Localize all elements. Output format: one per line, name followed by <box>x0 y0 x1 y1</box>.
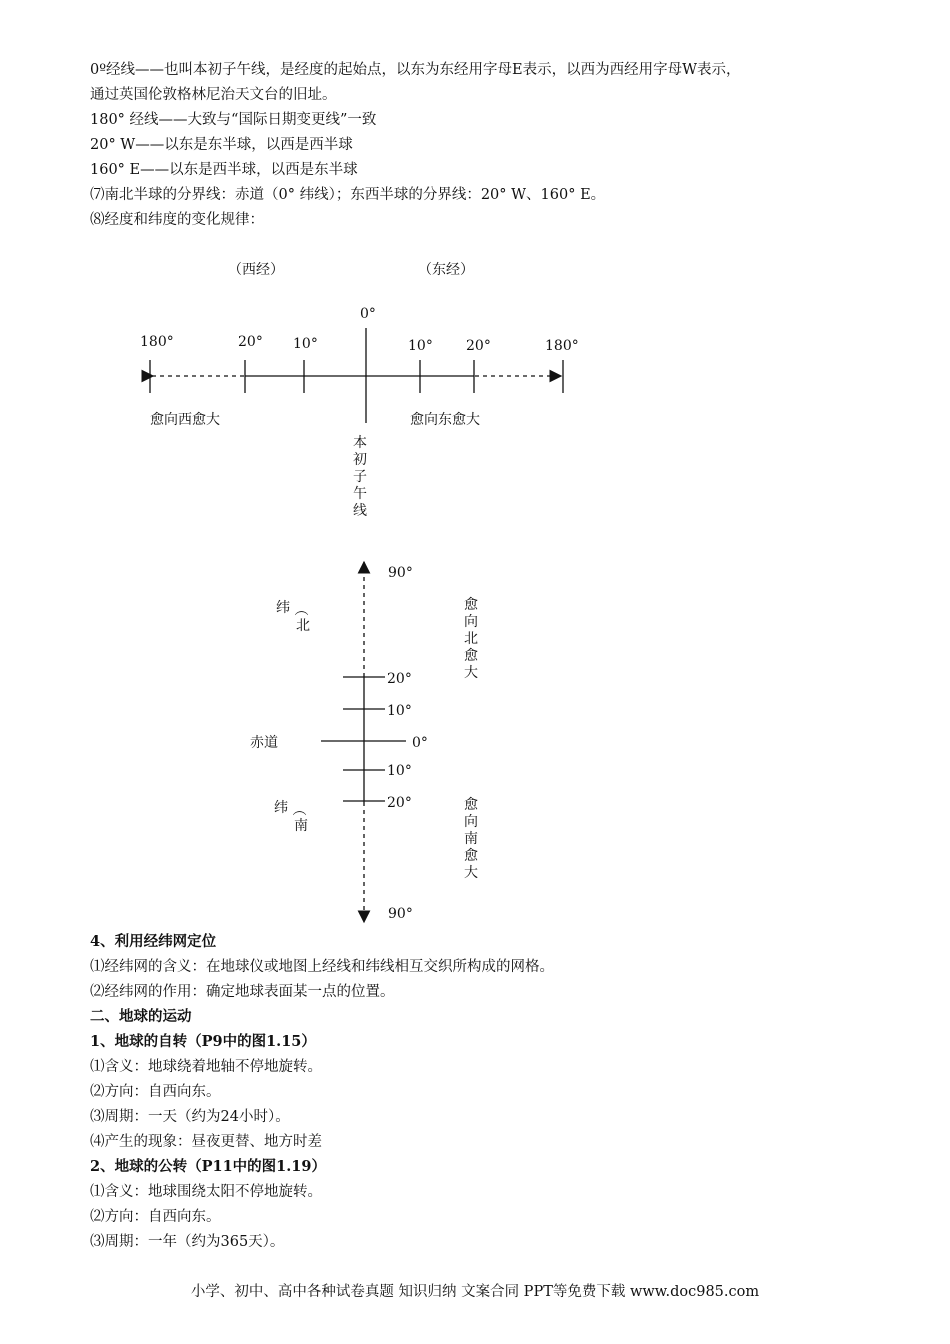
section-heading-earth-motion: 二、地球的运动 <box>90 1008 192 1025</box>
page-footer: 小学、初中、高中各种试卷真题 知识归纳 文案合同 PPT等免费下载 www.doc985.com <box>190 1284 760 1300</box>
north-latitude-label: 北 <box>296 618 310 634</box>
north-caption-char: 北 <box>464 631 478 647</box>
prime-meridian-char: 线 <box>353 503 367 519</box>
section-line: ⑴含义：地球绕着地轴不停地旋转。 <box>90 1059 322 1075</box>
intro-line-4: 20° W——以东是东半球，以西是西半球 <box>90 137 353 153</box>
south-caption-char: 大 <box>464 865 478 881</box>
tick-label-0: 0° <box>360 306 376 322</box>
intro-line-7: ⑻经度和纬度的变化规律： <box>90 212 264 228</box>
south-caption-char: 向 <box>464 814 478 830</box>
section-heading-rotation: 1、地球的自转（P9中的图1.15） <box>90 1033 316 1050</box>
tick-label-e180: 180° <box>545 338 579 354</box>
north-latitude-label: （ <box>292 602 308 616</box>
tick-label-e10: 10° <box>408 338 433 354</box>
south-caption-char: 愈 <box>464 848 478 864</box>
south-latitude-label: 纬 <box>274 800 288 816</box>
equator-label: 赤道 <box>250 735 278 751</box>
lat-label-n10: 10° <box>387 703 412 719</box>
section-line: ⑵方向：自西向东。 <box>90 1209 221 1225</box>
south-latitude-label: 南 <box>294 818 308 834</box>
lat-label-n20: 20° <box>387 671 412 687</box>
latitude-diagram <box>0 550 950 930</box>
intro-line-3: 180° 经线——大致与“国际日期变更线”一致 <box>90 112 377 128</box>
east-longitude-header: （东经） <box>418 262 474 278</box>
prime-meridian-char: 子 <box>353 469 367 485</box>
lat-label-n90: 90° <box>388 565 413 581</box>
intro-line-1: 0º经线——也叫本初子午线，是经度的起始点，以东为东经用字母E表示，以西为西经用字母W表示， <box>90 62 741 78</box>
tick-label-w10: 10° <box>293 336 318 352</box>
prime-meridian-char: 本 <box>353 435 367 451</box>
section-line: ⑷产生的现象：昼夜更替、地方时差 <box>90 1134 322 1150</box>
tick-label-e20: 20° <box>466 338 491 354</box>
north-caption-char: 向 <box>464 614 478 630</box>
lat-label-s10: 10° <box>387 763 412 779</box>
tick-label-w180: 180° <box>140 334 174 350</box>
prime-meridian-char: 初 <box>353 452 367 468</box>
west-caption: 愈向西愈大 <box>150 412 220 428</box>
section-heading-grid-positioning: 4、利用经纬网定位 <box>90 933 217 950</box>
section-line: ⑵方向：自西向东。 <box>90 1084 221 1100</box>
section-line: ⑵经纬网的作用：确定地球表面某一点的位置。 <box>90 984 395 1000</box>
lat-label-0: 0° <box>412 735 428 751</box>
north-caption-char: 大 <box>464 665 478 681</box>
section-heading-revolution: 2、地球的公转（P11中的图1.19） <box>90 1158 326 1175</box>
prime-meridian-char: 午 <box>353 486 367 502</box>
section-line: ⑶周期：一年（约为365天）。 <box>90 1234 285 1250</box>
north-caption-char: 愈 <box>464 648 478 664</box>
east-caption: 愈向东愈大 <box>410 412 480 428</box>
intro-line-2: 通过英国伦敦格林尼治天文台的旧址。 <box>90 87 337 103</box>
west-longitude-header: （西经） <box>228 262 284 278</box>
south-caption-char: 愈 <box>464 797 478 813</box>
longitude-diagram <box>0 255 950 525</box>
lat-label-s20: 20° <box>387 795 412 811</box>
section-line: ⑴含义：地球围绕太阳不停地旋转。 <box>90 1184 322 1200</box>
section-line: ⑴经纬网的含义：在地球仪或地图上经线和纬线相互交织所构成的网格。 <box>90 959 554 975</box>
lat-label-s90: 90° <box>388 906 413 922</box>
intro-line-6: ⑺南北半球的分界线：赤道（0° 纬线）；东西半球的分界线：20° W、160° E。 <box>90 187 606 203</box>
north-latitude-label: 纬 <box>276 600 290 616</box>
intro-line-5: 160° E——以东是西半球，以西是东半球 <box>90 162 358 178</box>
tick-label-w20: 20° <box>238 334 263 350</box>
section-line: ⑶周期：一天（约为24小时）。 <box>90 1109 290 1125</box>
north-caption-char: 愈 <box>464 597 478 613</box>
south-latitude-label: （ <box>290 802 306 816</box>
south-caption-char: 南 <box>464 831 478 847</box>
